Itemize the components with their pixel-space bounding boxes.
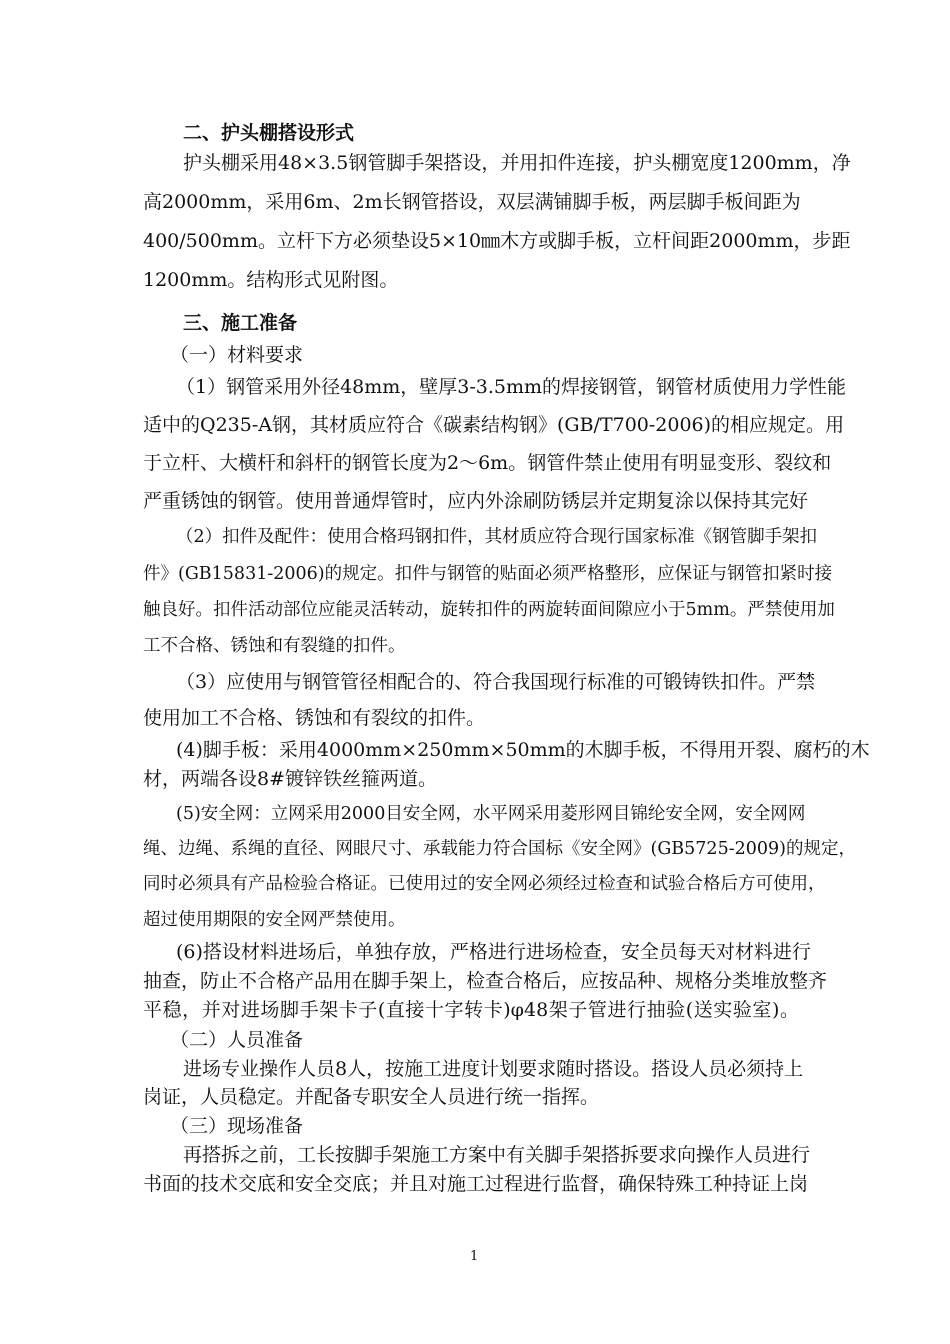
section2-para-line-1: 护头棚采用48×3.5钢管脚手架搭设，并用扣件连接，护头棚宽度1200mm，净 — [183, 152, 851, 174]
section2-para-line-4: 1200mm。结构形式见附图。 — [143, 269, 399, 291]
section2-para-line-2: 高2000mm，采用6m、2m长钢管搭设，双层满铺脚手板，两层脚手板间距为 — [143, 191, 801, 213]
item6-line-3: 平稳，并对进场脚手架卡子(直接十字转卡)φ48架子管进行抽验(送实验室)。 — [143, 999, 799, 1021]
item1-line-2: 适中的Q235-A钢，其材质应符合《碳素结构钢》(GB/T700-2006)的相应规定。用 — [143, 414, 845, 436]
item2-line-4: 工不合格、锈蚀和有裂缝的扣件。 — [143, 636, 406, 656]
item5-line-3: 同时必须具有产品检验合格证。已使用过的安全网必须经过检查和试验合格后方可使用， — [143, 874, 826, 894]
item5-line-2: 绳、边绳、系绳的直径、网眼尺寸、承载能力符合国标《安全网》(GB5725-2009)的规定， — [143, 839, 856, 859]
subsection-site: （三）现场准备 — [170, 1115, 304, 1137]
item3-line-1: （3）应使用与钢管管径相配合的、符合我国现行标准的可锻铸铁扣件。严禁 — [176, 671, 816, 693]
item4-line-1: (4)脚手板：采用4000mm×250mm×50mm的木脚手板，不得用开裂、腐朽的木 — [176, 739, 870, 761]
item6-line-2: 抽查，防止不合格产品用在脚手架上，检查合格后，应按品种、规格分类堆放整齐 — [143, 970, 828, 992]
item3-line-2: 使用加工不合格、锈蚀和有裂纹的扣件。 — [143, 707, 486, 729]
people-line-2: 岗证，人员稳定。并配备专职安全人员进行统一指挥。 — [143, 1086, 600, 1108]
item1-line-4: 严重锈蚀的钢管。使用普通焊管时，应内外涂刷防锈层并定期复涂以保持其完好 — [143, 490, 809, 512]
site-line-2: 书面的技术交底和安全交底；并且对施工过程进行监督，确保特殊工种持证上岗 — [143, 1173, 809, 1195]
section3-heading: 三、施工准备 — [183, 312, 298, 334]
subsection-materials: （一）材料要求 — [170, 344, 304, 366]
subsection-personnel: （二）人员准备 — [170, 1029, 304, 1051]
item2-line-3: 触良好。扣件活动部位应能灵活转动，旋转扣件的两旋转面间隙应小于5mm。严禁使用加 — [143, 600, 835, 620]
page-number: 1 — [470, 1249, 479, 1264]
item1-line-1: （1）钢管采用外径48mm，壁厚3-3.5mm的焊接钢管，钢管材质使用力学性能 — [176, 376, 847, 398]
people-line-1: 进场专业操作人员8人，按施工进度计划要求随时搭设。搭设人员必须持上 — [183, 1058, 804, 1080]
item1-line-3: 于立杆、大横杆和斜杆的钢管长度为2～6m。钢管件禁止使用有明显变形、裂纹和 — [143, 452, 832, 474]
item5-line-4: 超过使用期限的安全网严禁使用。 — [143, 910, 406, 930]
item2-line-2: 件》(GB15831-2006)的规定。扣件与钢管的贴面必须严格整形，应保证与钢管扣紧时接 — [143, 564, 833, 584]
site-line-1: 再搭拆之前，工长按脚手架施工方案中有关脚手架搭拆要求向操作人员进行 — [183, 1144, 811, 1166]
item5-line-1: (5)安全网：立网采用2000目安全网，水平网采用菱形网目锦纶安全网，安全网网 — [176, 804, 806, 824]
section2-para-line-3: 400/500mm。立杆下方必须垫设5×10㎜木方或脚手板，立杆间距2000mm，步距 — [143, 230, 851, 252]
item4-line-2: 材，两端各设8#镀锌铁丝箍两道。 — [143, 768, 438, 790]
section2-heading: 二、护头棚搭设形式 — [183, 122, 355, 144]
item6-line-1: (6)搭设材料进场后，单独存放，严格进行进场检查，安全员每天对材料进行 — [176, 941, 811, 963]
item2-line-1: （2）扣件及配件：使用合格玛钢扣件，其材质应符合现行国家标准《钢管脚手架扣 — [176, 527, 818, 547]
